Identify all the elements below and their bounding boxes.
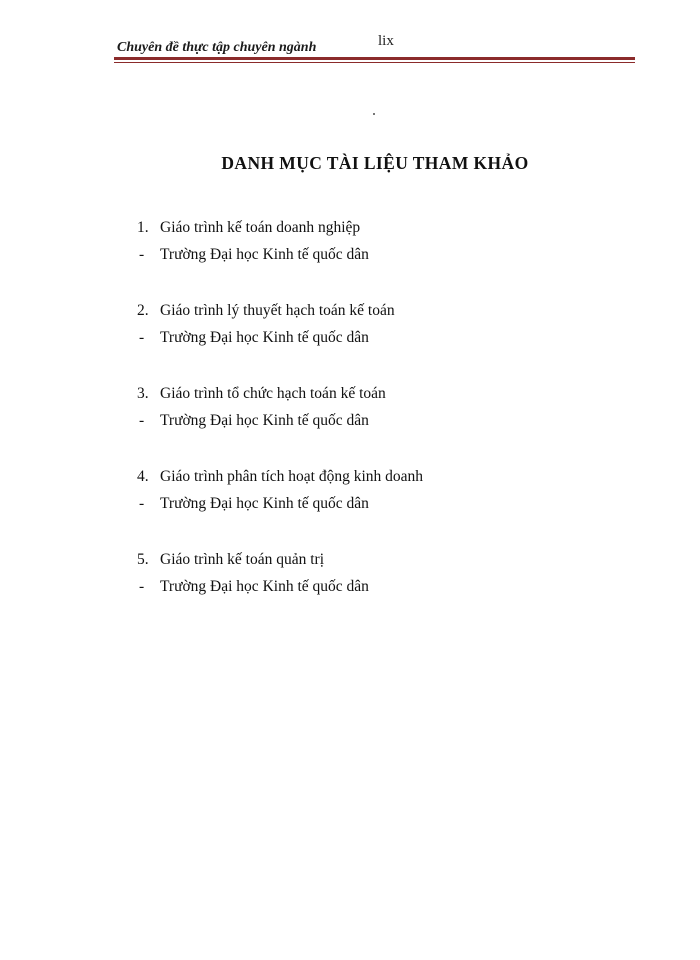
- reference-item: [0, 549, 700, 632]
- reference-title: Giáo trình kế toán doanh nghiệp: [160, 219, 361, 236]
- reference-bullet: -: [139, 578, 145, 595]
- reference-bullet: -: [139, 329, 145, 346]
- page-number: lix: [378, 33, 394, 49]
- reference-list: [0, 217, 700, 632]
- reference-bullet: -: [139, 495, 145, 512]
- reference-source: Trường Đại học Kinh tế quốc dân: [160, 246, 369, 263]
- reference-number: 2.: [137, 302, 149, 319]
- reference-title: Giáo trình kế toán quản trị: [160, 551, 324, 568]
- running-header-title: Chuyên đề thực tập chuyên ngành: [117, 40, 317, 55]
- reference-source: Trường Đại học Kinh tế quốc dân: [160, 329, 369, 346]
- reference-number: 5.: [137, 551, 149, 568]
- reference-title: Giáo trình tổ chức hạch toán kế toán: [160, 385, 386, 402]
- reference-source: Trường Đại học Kinh tế quốc dân: [160, 578, 369, 595]
- reference-number: 1.: [137, 219, 149, 236]
- reference-title: Giáo trình phân tích hoạt động kinh doanh: [160, 468, 424, 485]
- reference-item: [0, 217, 700, 300]
- header-rule-thin-line: [114, 62, 635, 63]
- reference-item: [0, 466, 700, 549]
- reference-number: 3.: [137, 385, 149, 402]
- reference-source: Trường Đại học Kinh tế quốc dân: [160, 412, 369, 429]
- reference-item: [0, 383, 700, 466]
- reference-bullet: -: [139, 246, 145, 263]
- reference-title: Giáo trình lý thuyết hạch toán kế toán: [160, 302, 395, 319]
- reference-source: Trường Đại học Kinh tế quốc dân: [160, 495, 369, 512]
- reference-bullet: -: [139, 412, 145, 429]
- stray-mark: [373, 113, 375, 115]
- references-heading: DANH MỤC TÀI LIỆU THAM KHẢO: [221, 153, 529, 173]
- header-rule: [114, 57, 635, 64]
- reference-item: [0, 300, 700, 383]
- reference-number: 4.: [137, 468, 149, 485]
- header-rule-thick-line: [114, 57, 635, 60]
